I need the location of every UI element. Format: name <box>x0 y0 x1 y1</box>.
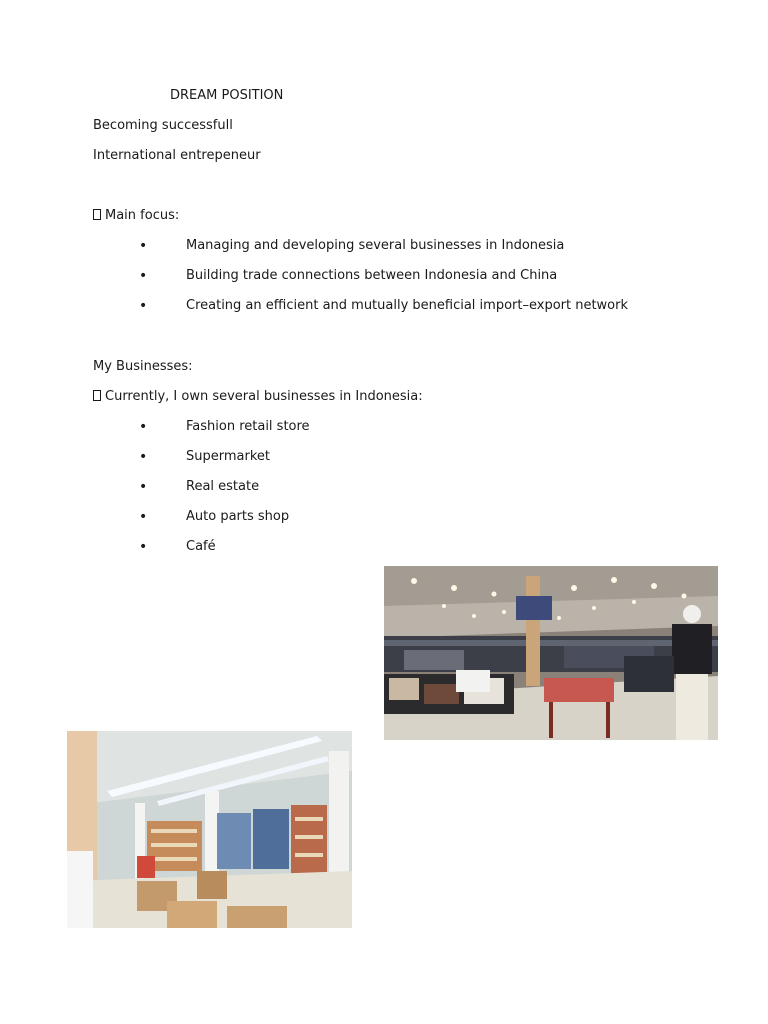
main-focus-label: Main focus: <box>105 208 180 223</box>
main-focus-heading <box>93 208 179 224</box>
bullet-icon: • <box>139 509 148 525</box>
business-item: Café <box>186 539 216 554</box>
business-item: Real estate <box>186 479 260 494</box>
bullet-icon: • <box>139 449 148 465</box>
businesses-intro <box>93 389 423 405</box>
doc-line-2: International entrepeneur <box>93 148 261 163</box>
focus-item: Creating an efficient and mutually beneficial import–export network <box>186 298 629 313</box>
doc-title: DREAM POSITION <box>170 88 284 103</box>
missing-glyph-icon <box>93 209 101 220</box>
bullet-icon: • <box>139 238 148 254</box>
businesses-intro-text: Currently, I own several businesses in Indonesia: <box>105 389 423 404</box>
focus-item: Building trade connections between Indonesia and China <box>186 268 558 283</box>
missing-glyph-icon <box>93 390 101 401</box>
bullet-icon: • <box>139 419 148 435</box>
bullet-icon: • <box>139 298 148 314</box>
business-item: Auto parts shop <box>186 509 290 524</box>
doc-line-1: Becoming successfull <box>93 118 233 133</box>
bullet-icon: • <box>139 539 148 555</box>
fashion-store-photo <box>384 566 718 740</box>
business-item: Supermarket <box>186 449 270 464</box>
supermarket-photo <box>67 731 352 928</box>
focus-item: Managing and developing several businesses in Indonesia <box>186 238 565 253</box>
businesses-heading: My Businesses: <box>93 359 193 374</box>
bullet-icon: • <box>139 268 148 284</box>
bullet-icon: • <box>139 479 148 495</box>
business-item: Fashion retail store <box>186 419 310 434</box>
